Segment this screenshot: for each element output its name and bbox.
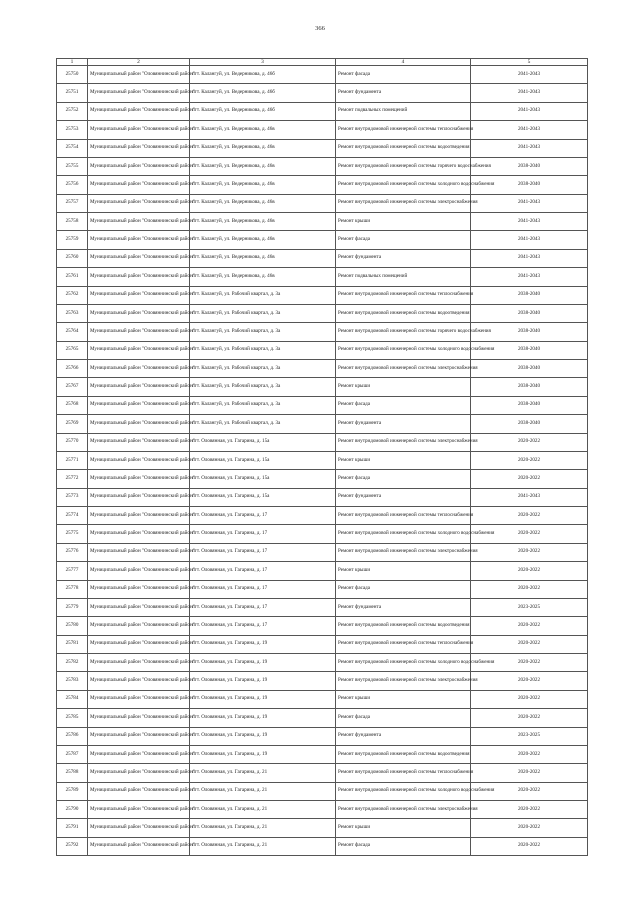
row-number-cell: 25772 — [57, 470, 88, 488]
period-cell: 2020-2022 — [471, 433, 588, 451]
municipality-cell: Муниципальный район "Оловяннинский район" — [88, 139, 190, 157]
row-number-cell: 25765 — [57, 341, 88, 359]
address-cell: пгт. Оловянная, ул. Гагарина, д. 17 — [190, 562, 336, 580]
row-number-cell: 25784 — [57, 690, 88, 708]
column-header: 2 — [88, 59, 190, 66]
work-type-cell: Ремонт подвальных помещений — [336, 268, 471, 286]
table-row — [57, 543, 588, 561]
municipality-cell: Муниципальный район "Оловяннинский район" — [88, 286, 190, 304]
table-row — [57, 121, 588, 139]
row-number-cell: 25764 — [57, 323, 88, 341]
period-cell: 2020-2022 — [471, 709, 588, 727]
period-cell: 2041-2043 — [471, 121, 588, 139]
row-number-cell: 25789 — [57, 782, 88, 800]
capital-repair-table — [56, 58, 588, 856]
row-number-cell: 25761 — [57, 268, 88, 286]
municipality-cell: Муниципальный район "Оловяннинский район" — [88, 470, 190, 488]
column-header: 1 — [57, 59, 88, 66]
address-cell: пгт. Калангуй, ул. Рабочий квартал, д. 3а — [190, 396, 336, 414]
period-cell: 2038-2040 — [471, 176, 588, 194]
table-row — [57, 360, 588, 378]
row-number-cell: 25792 — [57, 837, 88, 855]
work-type-cell: Ремонт фасада — [336, 396, 471, 414]
address-cell: пгт. Калангуй, ул. Ведерникова, д. 46в — [190, 157, 336, 175]
period-cell: 2020-2022 — [471, 837, 588, 855]
table-row — [57, 580, 588, 598]
municipality-cell: Муниципальный район "Оловяннинский район" — [88, 194, 190, 212]
table-row — [57, 84, 588, 102]
row-number-cell: 25754 — [57, 139, 88, 157]
period-cell: 2020-2022 — [471, 690, 588, 708]
address-cell: пгт. Оловянная, ул. Гагарина, д. 17 — [190, 507, 336, 525]
municipality-cell: Муниципальный район "Оловяннинский район" — [88, 84, 190, 102]
period-cell: 2038-2040 — [471, 286, 588, 304]
address-cell: пгт. Оловянная, ул. Гагарина, д. 15а — [190, 451, 336, 469]
work-type-cell: Ремонт внутридомовой инженерной системы электроснабжения — [336, 672, 471, 690]
table-row — [57, 837, 588, 855]
row-number-cell: 25774 — [57, 507, 88, 525]
municipality-cell: Муниципальный район "Оловяннинский район" — [88, 360, 190, 378]
row-number-cell: 25770 — [57, 433, 88, 451]
municipality-cell: Муниципальный район "Оловяннинский район" — [88, 745, 190, 763]
address-cell: пгт. Оловянная, ул. Гагарина, д. 21 — [190, 819, 336, 837]
address-cell: пгт. Калангуй, ул. Рабочий квартал, д. 3а — [190, 415, 336, 433]
table-row — [57, 139, 588, 157]
address-cell: пгт. Оловянная, ул. Гагарина, д. 19 — [190, 635, 336, 653]
work-type-cell: Ремонт фасада — [336, 580, 471, 598]
work-type-cell: Ремонт внутридомовой инженерной системы электроснабжения — [336, 194, 471, 212]
table-row — [57, 433, 588, 451]
table-row — [57, 213, 588, 231]
column-header: 5 — [471, 59, 588, 66]
work-type-cell: Ремонт фасада — [336, 66, 471, 84]
municipality-cell: Муниципальный район "Оловяннинский район" — [88, 121, 190, 139]
municipality-cell: Муниципальный район "Оловяннинский район" — [88, 562, 190, 580]
municipality-cell: Муниципальный район "Оловяннинский район" — [88, 819, 190, 837]
work-type-cell: Ремонт внутридомовой инженерной системы холодного водоснабжения — [336, 654, 471, 672]
municipality-cell: Муниципальный район "Оловяннинский район" — [88, 672, 190, 690]
row-number-cell: 25762 — [57, 286, 88, 304]
table-row — [57, 598, 588, 616]
address-cell: пгт. Калангуй, ул. Рабочий квартал, д. 3а — [190, 286, 336, 304]
address-cell: пгт. Калангуй, ул. Ведерникова, д. 46в — [190, 121, 336, 139]
municipality-cell: Муниципальный район "Оловяннинский район" — [88, 378, 190, 396]
table-row — [57, 709, 588, 727]
work-type-cell: Ремонт фундамента — [336, 727, 471, 745]
column-header: 3 — [190, 59, 336, 66]
work-type-cell: Ремонт фасада — [336, 470, 471, 488]
period-cell: 2020-2022 — [471, 745, 588, 763]
period-cell: 2023-2025 — [471, 727, 588, 745]
table-row — [57, 66, 588, 84]
table-row — [57, 415, 588, 433]
row-number-cell: 25776 — [57, 543, 88, 561]
municipality-cell: Муниципальный район "Оловяннинский район" — [88, 66, 190, 84]
period-cell: 2041-2043 — [471, 102, 588, 120]
column-header: 4 — [336, 59, 471, 66]
table-row — [57, 451, 588, 469]
row-number-cell: 25751 — [57, 84, 88, 102]
row-number-cell: 25788 — [57, 764, 88, 782]
row-number-cell: 25781 — [57, 635, 88, 653]
row-number-cell: 25752 — [57, 102, 88, 120]
period-cell: 2041-2043 — [471, 66, 588, 84]
work-type-cell: Ремонт фундамента — [336, 249, 471, 267]
municipality-cell: Муниципальный район "Оловяннинский район" — [88, 176, 190, 194]
period-cell: 2041-2043 — [471, 84, 588, 102]
row-number-cell: 25786 — [57, 727, 88, 745]
row-number-cell: 25757 — [57, 194, 88, 212]
period-cell: 2041-2043 — [471, 194, 588, 212]
address-cell: пгт. Калангуй, ул. Ведерникова, д. 46в — [190, 176, 336, 194]
work-type-cell: Ремонт внутридомовой инженерной системы водоотведения — [336, 745, 471, 763]
address-cell: пгт. Оловянная, ул. Гагарина, д. 21 — [190, 801, 336, 819]
work-type-cell: Ремонт внутридомовой инженерной системы теплоснабжения — [336, 764, 471, 782]
period-cell: 2038-2040 — [471, 157, 588, 175]
municipality-cell: Муниципальный район "Оловяннинский район" — [88, 837, 190, 855]
work-type-cell: Ремонт внутридомовой инженерной системы электроснабжения — [336, 433, 471, 451]
address-cell: пгт. Калангуй, ул. Ведерникова, д. 46б — [190, 66, 336, 84]
address-cell: пгт. Оловянная, ул. Гагарина, д. 19 — [190, 745, 336, 763]
municipality-cell: Муниципальный район "Оловяннинский район" — [88, 396, 190, 414]
work-type-cell: Ремонт внутридомовой инженерной системы теплоснабжения — [336, 121, 471, 139]
table-row — [57, 801, 588, 819]
municipality-cell: Муниципальный район "Оловяннинский район" — [88, 727, 190, 745]
work-type-cell: Ремонт внутридомовой инженерной системы электроснабжения — [336, 360, 471, 378]
period-cell: 2020-2022 — [471, 617, 588, 635]
municipality-cell: Муниципальный район "Оловяннинский район" — [88, 617, 190, 635]
address-cell: пгт. Калангуй, ул. Рабочий квартал, д. 3а — [190, 341, 336, 359]
table-row — [57, 727, 588, 745]
table-row — [57, 341, 588, 359]
municipality-cell: Муниципальный район "Оловяннинский район" — [88, 451, 190, 469]
address-cell: пгт. Оловянная, ул. Гагарина, д. 17 — [190, 598, 336, 616]
period-cell: 2038-2040 — [471, 304, 588, 322]
municipality-cell: Муниципальный район "Оловяннинский район" — [88, 764, 190, 782]
period-cell: 2041-2043 — [471, 488, 588, 506]
table-row — [57, 635, 588, 653]
address-cell: пгт. Калангуй, ул. Рабочий квартал, д. 3а — [190, 378, 336, 396]
address-cell: пгт. Оловянная, ул. Гагарина, д. 21 — [190, 782, 336, 800]
row-number-cell: 25756 — [57, 176, 88, 194]
row-number-cell: 25775 — [57, 525, 88, 543]
address-cell: пгт. Калангуй, ул. Ведерникова, д. 46в — [190, 268, 336, 286]
work-type-cell: Ремонт фасада — [336, 709, 471, 727]
table-row — [57, 304, 588, 322]
address-cell: пгт. Калангуй, ул. Ведерникова, д. 46в — [190, 231, 336, 249]
address-cell: пгт. Калангуй, ул. Рабочий квартал, д. 3а — [190, 323, 336, 341]
period-cell: 2038-2040 — [471, 323, 588, 341]
work-type-cell: Ремонт крыши — [336, 819, 471, 837]
table-row — [57, 286, 588, 304]
work-type-cell: Ремонт внутридомовой инженерной системы горячего водоснабжения — [336, 157, 471, 175]
row-number-cell: 25758 — [57, 213, 88, 231]
row-number-cell: 25771 — [57, 451, 88, 469]
work-type-cell: Ремонт внутридомовой инженерной системы водоотведения — [336, 617, 471, 635]
municipality-cell: Муниципальный район "Оловяннинский район" — [88, 598, 190, 616]
row-number-cell: 25768 — [57, 396, 88, 414]
period-cell: 2038-2040 — [471, 341, 588, 359]
period-cell: 2020-2022 — [471, 801, 588, 819]
row-number-cell: 25791 — [57, 819, 88, 837]
period-cell: 2038-2040 — [471, 415, 588, 433]
address-cell: пгт. Оловянная, ул. Гагарина, д. 19 — [190, 690, 336, 708]
period-cell: 2020-2022 — [471, 764, 588, 782]
work-type-cell: Ремонт внутридомовой инженерной системы холодного водоснабжения — [336, 341, 471, 359]
work-type-cell: Ремонт внутридомовой инженерной системы горячего водоснабжения — [336, 323, 471, 341]
row-number-cell: 25769 — [57, 415, 88, 433]
address-cell: пгт. Калангуй, ул. Ведерникова, д. 46б — [190, 84, 336, 102]
municipality-cell: Муниципальный район "Оловяннинский район" — [88, 304, 190, 322]
municipality-cell: Муниципальный район "Оловяннинский район" — [88, 415, 190, 433]
municipality-cell: Муниципальный район "Оловяннинский район" — [88, 654, 190, 672]
table-row — [57, 249, 588, 267]
row-number-cell: 25759 — [57, 231, 88, 249]
work-type-cell: Ремонт внутридомовой инженерной системы теплоснабжения — [336, 507, 471, 525]
row-number-cell: 25753 — [57, 121, 88, 139]
work-type-cell: Ремонт внутридомовой инженерной системы холодного водоснабжения — [336, 525, 471, 543]
period-cell: 2038-2040 — [471, 378, 588, 396]
period-cell: 2020-2022 — [471, 819, 588, 837]
address-cell: пгт. Калангуй, ул. Рабочий квартал, д. 3а — [190, 304, 336, 322]
address-cell: пгт. Оловянная, ул. Гагарина, д. 19 — [190, 727, 336, 745]
municipality-cell: Муниципальный район "Оловяннинский район" — [88, 507, 190, 525]
municipality-cell: Муниципальный район "Оловяннинский район" — [88, 341, 190, 359]
row-number-cell: 25778 — [57, 580, 88, 598]
address-cell: пгт. Оловянная, ул. Гагарина, д. 15а — [190, 488, 336, 506]
table-row — [57, 396, 588, 414]
municipality-cell: Муниципальный район "Оловяннинский район" — [88, 249, 190, 267]
address-cell: пгт. Калангуй, ул. Ведерникова, д. 46в — [190, 213, 336, 231]
municipality-cell: Муниципальный район "Оловяннинский район" — [88, 543, 190, 561]
table-row — [57, 157, 588, 175]
table-row — [57, 323, 588, 341]
address-cell: пгт. Оловянная, ул. Гагарина, д. 15а — [190, 433, 336, 451]
municipality-cell: Муниципальный район "Оловяннинский район" — [88, 782, 190, 800]
period-cell: 2041-2043 — [471, 268, 588, 286]
municipality-cell: Муниципальный район "Оловяннинский район" — [88, 709, 190, 727]
table-row — [57, 690, 588, 708]
work-type-cell: Ремонт внутридомовой инженерной системы теплоснабжения — [336, 286, 471, 304]
period-cell: 2020-2022 — [471, 654, 588, 672]
municipality-cell: Муниципальный район "Оловяннинский район" — [88, 157, 190, 175]
municipality-cell: Муниципальный район "Оловяннинский район" — [88, 801, 190, 819]
period-cell: 2020-2022 — [471, 507, 588, 525]
page-number: 366 — [315, 25, 325, 32]
municipality-cell: Муниципальный район "Оловяннинский район" — [88, 488, 190, 506]
work-type-cell: Ремонт крыши — [336, 690, 471, 708]
work-type-cell: Ремонт подвальных помещений — [336, 102, 471, 120]
table-row — [57, 672, 588, 690]
table-row — [57, 231, 588, 249]
period-cell: 2038-2040 — [471, 360, 588, 378]
row-number-cell: 25779 — [57, 598, 88, 616]
municipality-cell: Муниципальный район "Оловяннинский район" — [88, 433, 190, 451]
row-number-cell: 25773 — [57, 488, 88, 506]
table-row — [57, 562, 588, 580]
work-type-cell: Ремонт внутридомовой инженерной системы холодного водоснабжения — [336, 176, 471, 194]
table-row — [57, 194, 588, 212]
table-row — [57, 102, 588, 120]
table-row — [57, 745, 588, 763]
row-number-cell: 25785 — [57, 709, 88, 727]
period-cell: 2020-2022 — [471, 782, 588, 800]
address-cell: пгт. Оловянная, ул. Гагарина, д. 19 — [190, 709, 336, 727]
address-cell: пгт. Калангуй, ул. Ведерникова, д. 46в — [190, 194, 336, 212]
period-cell: 2041-2043 — [471, 231, 588, 249]
address-cell: пгт. Калангуй, ул. Рабочий квартал, д. 3а — [190, 360, 336, 378]
row-number-cell: 25777 — [57, 562, 88, 580]
work-type-cell: Ремонт внутридомовой инженерной системы водоотведения — [336, 139, 471, 157]
work-type-cell: Ремонт фундамента — [336, 415, 471, 433]
address-cell: пгт. Оловянная, ул. Гагарина, д. 19 — [190, 672, 336, 690]
municipality-cell: Муниципальный район "Оловяннинский район" — [88, 323, 190, 341]
period-cell: 2023-2025 — [471, 598, 588, 616]
row-number-cell: 25760 — [57, 249, 88, 267]
row-number-cell: 25755 — [57, 157, 88, 175]
period-cell: 2041-2043 — [471, 139, 588, 157]
period-cell: 2020-2022 — [471, 562, 588, 580]
work-type-cell: Ремонт крыши — [336, 451, 471, 469]
period-cell: 2038-2040 — [471, 396, 588, 414]
period-cell: 2020-2022 — [471, 470, 588, 488]
address-cell: пгт. Калангуй, ул. Ведерникова, д. 46в — [190, 139, 336, 157]
address-cell: пгт. Оловянная, ул. Гагарина, д. 21 — [190, 837, 336, 855]
address-cell: пгт. Оловянная, ул. Гагарина, д. 17 — [190, 525, 336, 543]
period-cell: 2020-2022 — [471, 525, 588, 543]
work-type-cell: Ремонт крыши — [336, 378, 471, 396]
work-type-cell: Ремонт внутридомовой инженерной системы водоотведения — [336, 304, 471, 322]
table-row — [57, 488, 588, 506]
work-type-cell: Ремонт крыши — [336, 213, 471, 231]
address-cell: пгт. Оловянная, ул. Гагарина, д. 17 — [190, 580, 336, 598]
period-cell: 2020-2022 — [471, 580, 588, 598]
work-type-cell: Ремонт крыши — [336, 562, 471, 580]
address-cell: пгт. Оловянная, ул. Гагарина, д. 21 — [190, 764, 336, 782]
table-row — [57, 176, 588, 194]
municipality-cell: Муниципальный район "Оловяннинский район" — [88, 580, 190, 598]
column-number-row — [57, 59, 588, 66]
work-type-cell: Ремонт внутридомовой инженерной системы электроснабжения — [336, 543, 471, 561]
row-number-cell: 25766 — [57, 360, 88, 378]
table-row — [57, 819, 588, 837]
period-cell: 2020-2022 — [471, 635, 588, 653]
row-number-cell: 25750 — [57, 66, 88, 84]
row-number-cell: 25787 — [57, 745, 88, 763]
municipality-cell: Муниципальный район "Оловяннинский район" — [88, 635, 190, 653]
work-type-cell: Ремонт внутридомовой инженерной системы холодного водоснабжения — [336, 782, 471, 800]
table-row — [57, 268, 588, 286]
work-type-cell: Ремонт фундамента — [336, 84, 471, 102]
table-row — [57, 470, 588, 488]
address-cell: пгт. Оловянная, ул. Гагарина, д. 17 — [190, 543, 336, 561]
municipality-cell: Муниципальный район "Оловяннинский район" — [88, 525, 190, 543]
municipality-cell: Муниципальный район "Оловяннинский район" — [88, 102, 190, 120]
municipality-cell: Муниципальный район "Оловяннинский район" — [88, 268, 190, 286]
table-body — [57, 66, 588, 856]
work-type-cell: Ремонт фасада — [336, 837, 471, 855]
period-cell: 2020-2022 — [471, 543, 588, 561]
period-cell: 2041-2043 — [471, 213, 588, 231]
table-row — [57, 507, 588, 525]
period-cell: 2020-2022 — [471, 451, 588, 469]
address-cell: пгт. Оловянная, ул. Гагарина, д. 19 — [190, 654, 336, 672]
row-number-cell: 25782 — [57, 654, 88, 672]
table-row — [57, 378, 588, 396]
period-cell: 2041-2043 — [471, 249, 588, 267]
table-row — [57, 782, 588, 800]
table-row — [57, 617, 588, 635]
work-type-cell: Ремонт фундамента — [336, 488, 471, 506]
work-type-cell: Ремонт внутридомовой инженерной системы теплоснабжения — [336, 635, 471, 653]
row-number-cell: 25780 — [57, 617, 88, 635]
row-number-cell: 25783 — [57, 672, 88, 690]
municipality-cell: Муниципальный район "Оловяннинский район" — [88, 231, 190, 249]
address-cell: пгт. Калангуй, ул. Ведерникова, д. 46б — [190, 102, 336, 120]
table-row — [57, 764, 588, 782]
work-type-cell: Ремонт фундамента — [336, 598, 471, 616]
address-cell: пгт. Оловянная, ул. Гагарина, д. 17 — [190, 617, 336, 635]
municipality-cell: Муниципальный район "Оловяннинский район" — [88, 213, 190, 231]
row-number-cell: 25790 — [57, 801, 88, 819]
work-type-cell: Ремонт внутридомовой инженерной системы электроснабжения — [336, 801, 471, 819]
work-type-cell: Ремонт фасада — [336, 231, 471, 249]
address-cell: пгт. Оловянная, ул. Гагарина, д. 15а — [190, 470, 336, 488]
municipality-cell: Муниципальный район "Оловяннинский район" — [88, 690, 190, 708]
row-number-cell: 25767 — [57, 378, 88, 396]
table-row — [57, 654, 588, 672]
row-number-cell: 25763 — [57, 304, 88, 322]
table-row — [57, 525, 588, 543]
period-cell: 2020-2022 — [471, 672, 588, 690]
address-cell: пгт. Калангуй, ул. Ведерникова, д. 46в — [190, 249, 336, 267]
